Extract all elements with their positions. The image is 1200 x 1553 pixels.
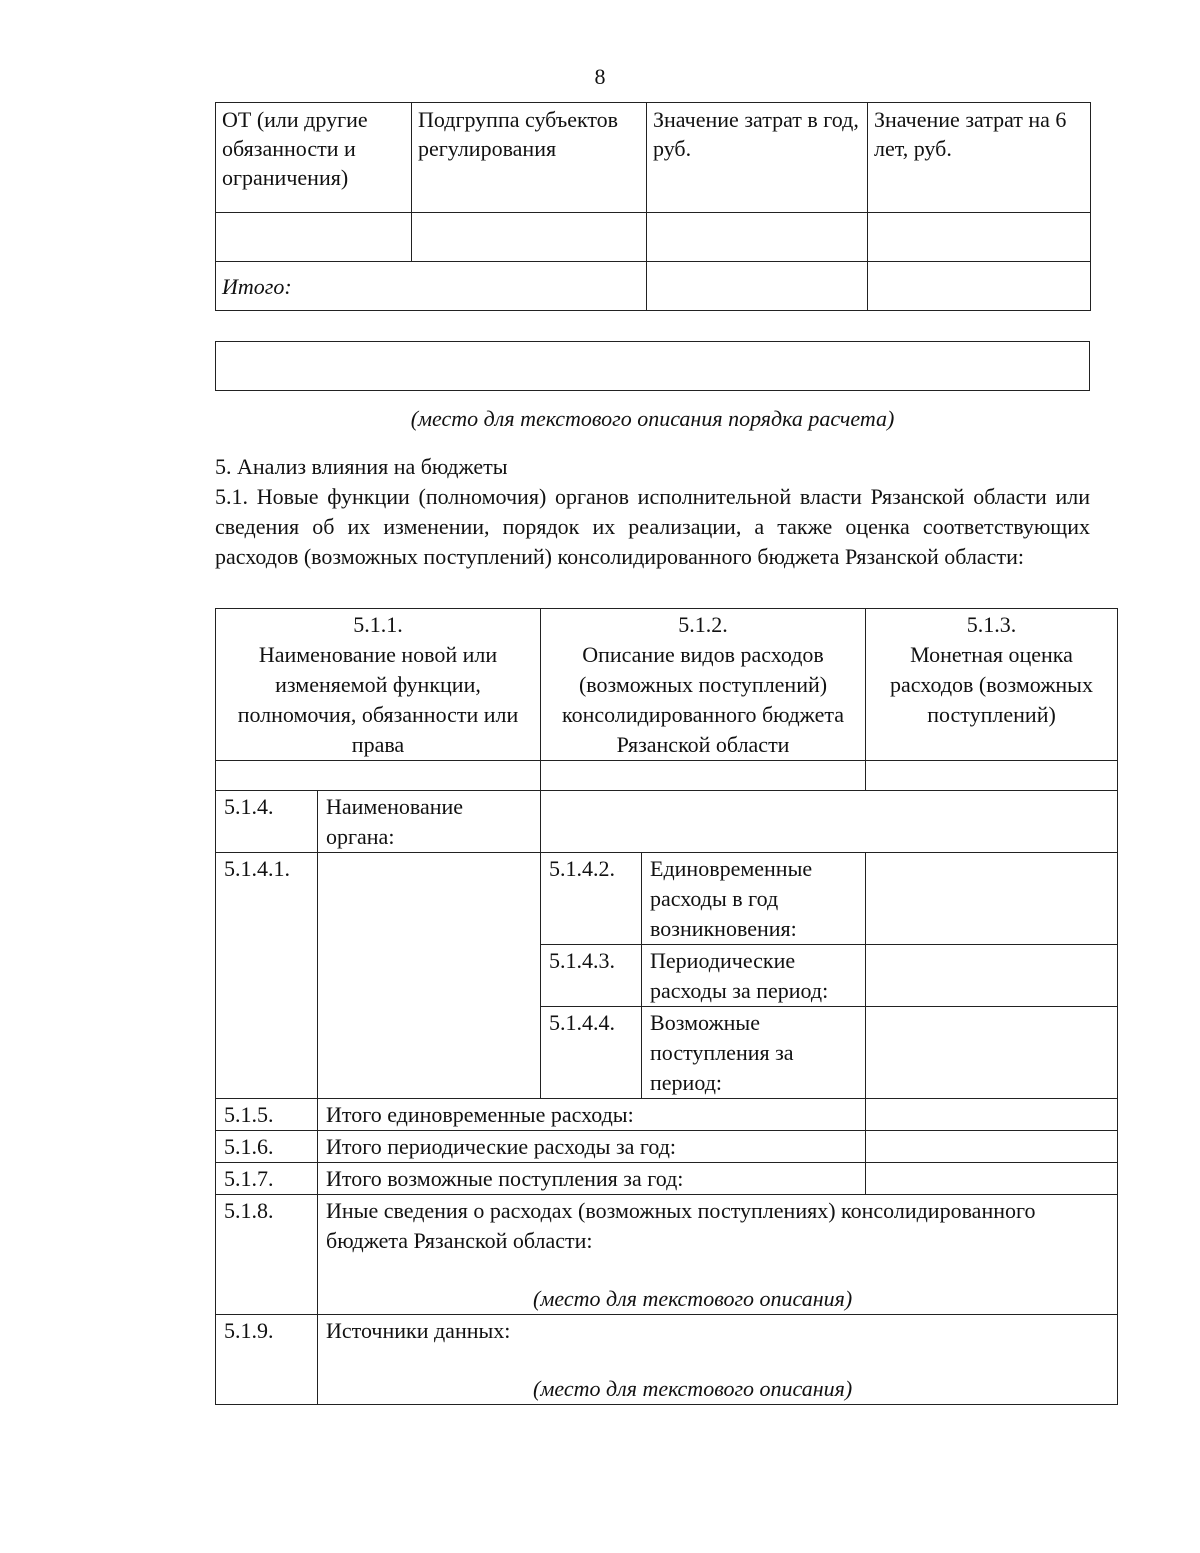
num-5-1-4-4: 5.1.4.4. bbox=[541, 1007, 642, 1099]
value-5-1-6 bbox=[866, 1131, 1118, 1163]
budget-cell bbox=[541, 761, 866, 791]
row-5-1-8 bbox=[216, 1195, 1118, 1315]
value-5-1-5 bbox=[866, 1099, 1118, 1131]
row-5-1-7 bbox=[216, 1163, 1118, 1195]
budget-cell bbox=[866, 761, 1118, 791]
budget-empty-row bbox=[216, 761, 1118, 791]
row-5-1-5 bbox=[216, 1099, 1118, 1131]
header-5-1-3-num: 5.1.3. bbox=[966, 612, 1017, 637]
caption-5-1-9: (место для текстового описания) bbox=[533, 1376, 853, 1401]
row-5-1-4 bbox=[216, 791, 1118, 853]
cost-header-annual: Значение затрат в год, руб. bbox=[647, 103, 868, 213]
num-5-1-4-3: 5.1.4.3. bbox=[541, 945, 642, 1007]
cost-total-annual bbox=[647, 262, 868, 311]
cost-table-total-row bbox=[216, 262, 1091, 311]
cost-total-label: Итого: bbox=[216, 262, 647, 311]
cost-table-header-row bbox=[216, 103, 1091, 213]
cost-cell bbox=[216, 213, 412, 262]
cost-total-six-years bbox=[868, 262, 1091, 311]
calc-description-box bbox=[215, 341, 1090, 391]
value-5-1-4-1 bbox=[318, 853, 541, 1099]
num-5-1-8: 5.1.8. bbox=[216, 1195, 318, 1315]
label-5-1-5: Итого единовременные расходы: bbox=[318, 1099, 866, 1131]
value-5-1-4-4 bbox=[866, 1007, 1118, 1099]
cost-cell bbox=[412, 213, 647, 262]
cost-header-subgroup: Подгруппа субъектов регулирования bbox=[412, 103, 647, 213]
page-number: 8 bbox=[594, 64, 606, 89]
section-5 bbox=[215, 452, 1090, 572]
value-5-1-4-3 bbox=[866, 945, 1118, 1007]
cell-5-1-8 bbox=[318, 1195, 1118, 1315]
label-5-1-8: Иные сведения о расходах (возможных поступлениях) консолидированного бюджета Рязанской области: bbox=[326, 1198, 1036, 1253]
cost-table bbox=[215, 102, 1091, 311]
label-5-1-4-4: Возможные поступления за период: bbox=[642, 1007, 866, 1099]
cost-cell bbox=[647, 213, 868, 262]
num-5-1-7: 5.1.7. bbox=[216, 1163, 318, 1195]
header-5-1-1-num: 5.1.1. bbox=[353, 612, 403, 637]
num-5-1-4-2: 5.1.4.2. bbox=[541, 853, 642, 945]
row-5-1-9 bbox=[216, 1315, 1118, 1405]
num-5-1-6: 5.1.6. bbox=[216, 1131, 318, 1163]
header-5-1-1-text: Наименование новой или изменяемой функции, полномочия, обязанности или права bbox=[237, 642, 519, 757]
cell-5-1-9 bbox=[318, 1315, 1118, 1405]
num-5-1-4: 5.1.4. bbox=[216, 791, 318, 853]
cost-table-empty-row bbox=[216, 213, 1091, 262]
num-5-1-5: 5.1.5. bbox=[216, 1099, 318, 1131]
label-5-1-4: Наименование органа: bbox=[318, 791, 541, 853]
header-5-1-2-text: Описание видов расходов (возможных поступлений) консолидированного бюджета Рязанской области bbox=[562, 642, 844, 757]
budget-table bbox=[215, 608, 1118, 1405]
header-5-1-1 bbox=[216, 609, 541, 761]
section-5-1-paragraph: 5.1. Новые функции (полномочия) органов исполнительной власти Рязанской области или сведения об их изменении, порядок их реализации, а также оценка соответствующих расходов (возможных поступлений) консолидированного бюджета Рязанской области: bbox=[215, 484, 1090, 569]
label-5-1-7: Итого возможные поступления за год: bbox=[318, 1163, 866, 1195]
caption-5-1-8: (место для текстового описания) bbox=[533, 1286, 853, 1311]
calc-description-caption: (место для текстового описания порядка расчета) bbox=[410, 406, 895, 431]
cost-header-six-years: Значение затрат на 6 лет, руб. bbox=[868, 103, 1091, 213]
row-5-1-4-2 bbox=[216, 853, 1118, 945]
section-5-title: 5. Анализ влияния на бюджеты bbox=[215, 454, 508, 479]
num-5-1-9: 5.1.9. bbox=[216, 1315, 318, 1405]
value-5-1-4-2 bbox=[866, 853, 1118, 945]
cost-cell bbox=[868, 213, 1091, 262]
value-5-1-4 bbox=[541, 791, 1118, 853]
label-5-1-9: Источники данных: bbox=[326, 1318, 511, 1343]
cost-header-obligation: ОТ (или другие обязанности и ограничения) bbox=[216, 103, 412, 213]
header-5-1-3 bbox=[866, 609, 1118, 761]
value-5-1-7 bbox=[866, 1163, 1118, 1195]
header-5-1-2 bbox=[541, 609, 866, 761]
row-5-1-6 bbox=[216, 1131, 1118, 1163]
label-5-1-4-2: Единовременные расходы в год возникновения: bbox=[642, 853, 866, 945]
header-5-1-2-num: 5.1.2. bbox=[678, 612, 728, 637]
label-5-1-4-3: Периодические расходы за период: bbox=[642, 945, 866, 1007]
budget-header-row bbox=[216, 609, 1118, 761]
budget-cell bbox=[216, 761, 541, 791]
num-5-1-4-1: 5.1.4.1. bbox=[216, 853, 318, 1099]
header-5-1-3-text: Монетная оценка расходов (возможных поступлений) bbox=[890, 642, 1093, 727]
label-5-1-6: Итого периодические расходы за год: bbox=[318, 1131, 866, 1163]
